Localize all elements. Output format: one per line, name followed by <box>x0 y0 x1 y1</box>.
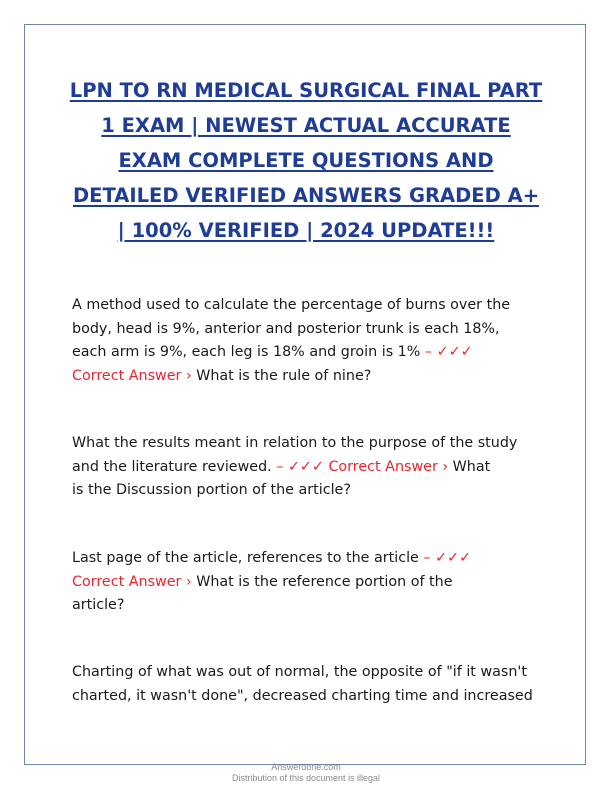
footer-notice: Distribution of this document is illegal <box>231 773 381 783</box>
title-line: DETAILED VERIFIED ANSWERS GRADED A+ <box>72 184 540 207</box>
correct-answer-label: Correct Answer <box>328 458 438 475</box>
document-title <box>40 73 572 248</box>
question-line <box>72 547 552 571</box>
answer-dash: – <box>276 458 284 475</box>
answer-dash: – <box>424 344 433 360</box>
footer-site: Answerdone.com <box>271 762 341 772</box>
qa-item-discussion <box>72 432 552 503</box>
answer-text: is the Discussion portion of the article? <box>72 482 351 498</box>
correct-answer-label: Correct Answer <box>72 573 182 590</box>
answer-text: What is the reference portion of the <box>196 573 453 590</box>
answer-text: What is the rule of nine? <box>196 367 372 384</box>
checkmark-icon: ✓✓✓ <box>436 344 473 360</box>
checkmark-icon: ✓✓✓ <box>287 458 324 475</box>
question-line <box>72 456 552 480</box>
checkmark-icon: ✓✓✓ <box>435 550 472 566</box>
question-text: A method used to calculate the percentage of burns over the <box>72 297 511 313</box>
watermark-footer <box>0 762 612 784</box>
correct-answer-label: Correct Answer <box>72 367 182 384</box>
chevron-right-icon: › <box>185 573 192 590</box>
question-text: and the literature reviewed. <box>72 458 272 475</box>
question-text: charted, it wasn't done", decreased charting time and increased <box>72 687 533 704</box>
question-text: body, head is 9%, anterior and posterior trunk is each 18%, <box>72 320 500 337</box>
answer-line <box>72 571 552 595</box>
title-line: EXAM COMPLETE QUESTIONS AND <box>118 149 494 172</box>
qa-item-charting <box>72 661 552 708</box>
question-text: What the results meant in relation to the purpose of the study <box>72 435 518 451</box>
question-line <box>72 341 552 365</box>
answer-line <box>72 365 552 389</box>
qa-item-rule-of-nine <box>72 294 552 388</box>
title-line: 1 EXAM | NEWEST ACTUAL ACCURATE <box>101 114 511 137</box>
qa-item-reference <box>72 547 552 618</box>
question-text: Charting of what was out of normal, the opposite of "if it wasn't <box>72 664 527 680</box>
title-line: | 100% VERIFIED | 2024 UPDATE!!! <box>117 219 495 242</box>
question-text: each arm is 9%, each leg is 18% and groin is 1% <box>72 344 421 360</box>
answer-text: What <box>452 458 491 475</box>
chevron-right-icon: › <box>442 458 449 475</box>
title-line: LPN TO RN MEDICAL SURGICAL FINAL PART <box>69 79 543 102</box>
answer-text: article? <box>72 597 125 613</box>
question-text: Last page of the article, references to the article <box>72 550 419 566</box>
chevron-right-icon: › <box>185 367 192 384</box>
answer-dash: – <box>423 550 431 566</box>
